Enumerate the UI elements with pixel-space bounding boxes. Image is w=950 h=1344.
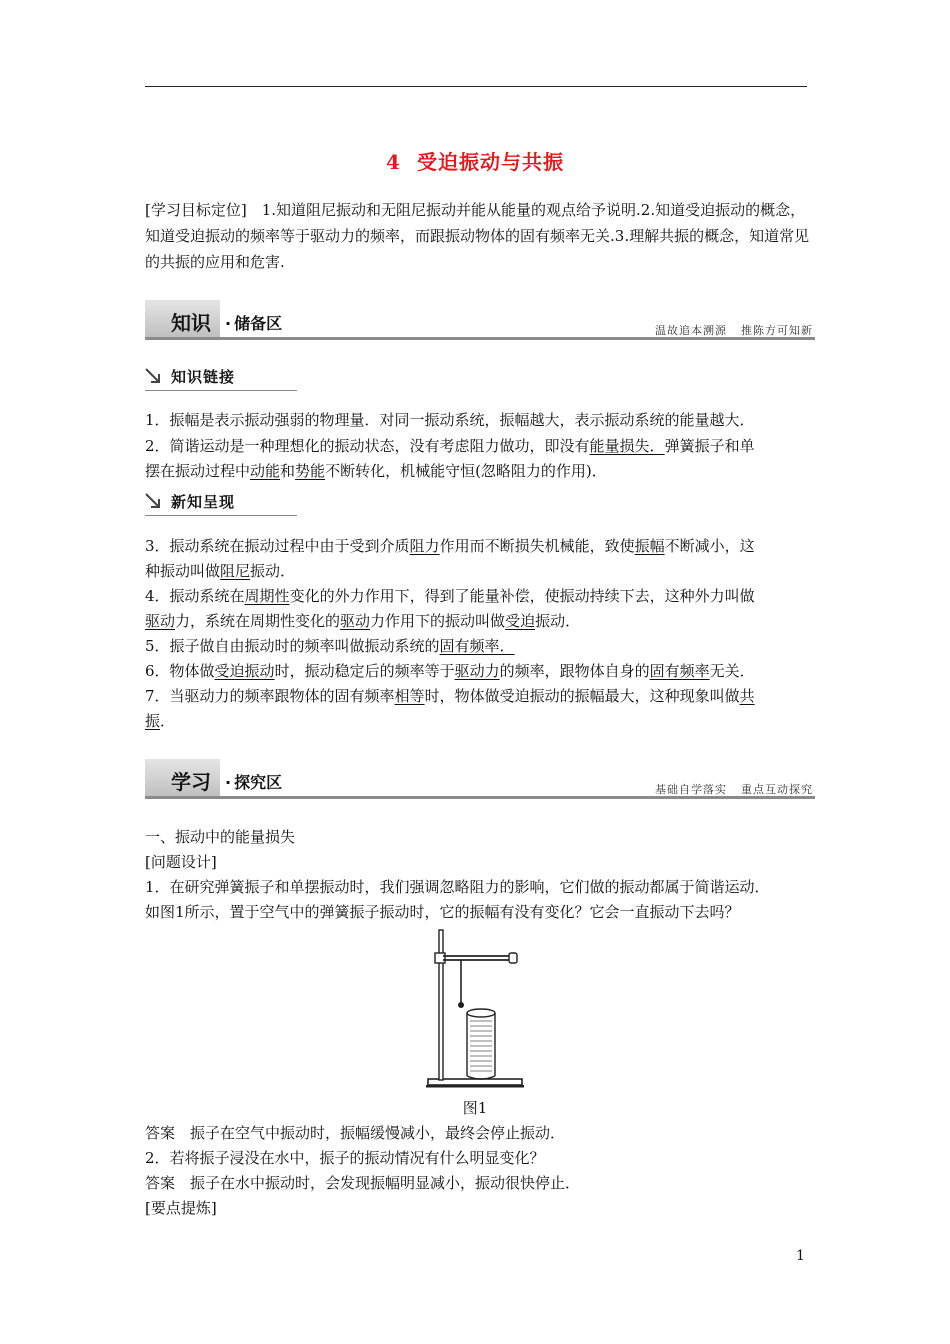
section-motto: 温故追本溯源 推陈方可知新 bbox=[655, 324, 813, 337]
section-title-main: 学习 bbox=[171, 770, 211, 794]
figure-caption: 图1 bbox=[462, 1099, 488, 1117]
question-design-label: [问题设计] bbox=[145, 853, 217, 871]
new-item-4-cont: 驱动力，系统在周期性变化的驱动力作用下的振动叫做受迫振动． bbox=[145, 612, 581, 630]
new-item-4: 4．振动系统在周期性变化的外力作用下，得到了能量补偿，使振动持续下去，这种外力叫做 bbox=[145, 587, 755, 605]
knowledge-item-2: 2．简谐运动是一种理想化的振动状态，没有考虑阻力做功，即没有能量损失．弹簧振子和单 bbox=[145, 437, 755, 455]
new-item-3-cont: 种振动叫做阻尼振动． bbox=[145, 562, 296, 580]
subheading-new-knowledge: 新知呈现 bbox=[145, 491, 297, 516]
page-number: 1 bbox=[796, 1248, 805, 1264]
answer-1: 答案 振子在空气中振动时，振幅缓慢减小，最终会停止振动． bbox=[145, 1124, 566, 1142]
section-motto: 基础自学落实 重点互动探究 bbox=[655, 783, 813, 796]
figure-spring-oscillator bbox=[425, 926, 525, 1092]
diagonal-arrow-icon bbox=[145, 493, 161, 509]
new-item-5: 5．振子做自由振动时的频率叫做振动系统的固有频率． bbox=[145, 637, 515, 655]
new-item-3: 3．振动系统在振动过程中由于受到介质阻力作用而不断损失机械能，致使振幅不断减小，这 bbox=[145, 537, 755, 555]
knowledge-item-2-cont: 摆在振动过程中动能和势能不断转化，机械能守恒(忽略阻力的作用)． bbox=[145, 462, 607, 480]
key-points-label: [要点提炼] bbox=[145, 1199, 217, 1217]
subheading-knowledge-link: 知识链接 bbox=[145, 366, 297, 391]
page-title: 4 受迫振动与共振 bbox=[386, 150, 564, 174]
new-item-6: 6．物体做受迫振动时，振动稳定后的频率等于驱动力的频率，跟物体自身的固有频率无关． bbox=[145, 662, 755, 680]
answer-2: 答案 振子在水中振动时，会发现振幅明显减小，振动很快停止． bbox=[145, 1174, 581, 1192]
diagonal-arrow-icon bbox=[145, 368, 161, 384]
section-title-main: 知识 bbox=[171, 311, 211, 335]
question-1: 1．在研究弹簧振子和单摆振动时，我们强调忽略阻力的影响，它们做的振动都属于简谐运动． bbox=[145, 878, 770, 896]
section-knowledge-reserve: 知识 · 储备区 温故追本溯源 推陈方可知新 bbox=[145, 300, 815, 340]
subsection-title: 一、振动中的能量损失 bbox=[145, 828, 296, 846]
new-item-7-cont: 振． bbox=[145, 712, 176, 730]
section-title-sub: 储备区 bbox=[234, 314, 283, 333]
question-1-cont: 如图1所示，置于空气中的弹簧振子振动时，它的振幅有没有变化？它会一直振动下去吗？ bbox=[145, 903, 740, 921]
knowledge-item-1: 1．振幅是表示振动强弱的物理量．对同一振动系统，振幅越大，表示振动系统的能量越大． bbox=[145, 411, 755, 429]
header-rule bbox=[145, 86, 807, 87]
new-item-7: 7．当驱动力的频率跟物体的固有频率相等时，物体做受迫振动的振幅最大，这种现象叫做共 bbox=[145, 687, 755, 705]
question-2: 2．若将振子浸没在水中，振子的振动情况有什么明显变化？ bbox=[145, 1149, 545, 1167]
section-title-sub: 探究区 bbox=[234, 773, 283, 792]
section-study-explore: 学习 · 探究区 基础自学落实 重点互动探究 bbox=[145, 759, 815, 799]
learning-objectives: [学习目标定位] 1.知道阻尼振动和无阻尼振动并能从能量的观点给予说明.2.知道受迫振动的概念，知道受迫振动的频率等于驱动力的频率，而跟振动物体的固有频率无关.3.理解共振的概念，知道常见的共振的应用和危害. bbox=[145, 201, 810, 271]
